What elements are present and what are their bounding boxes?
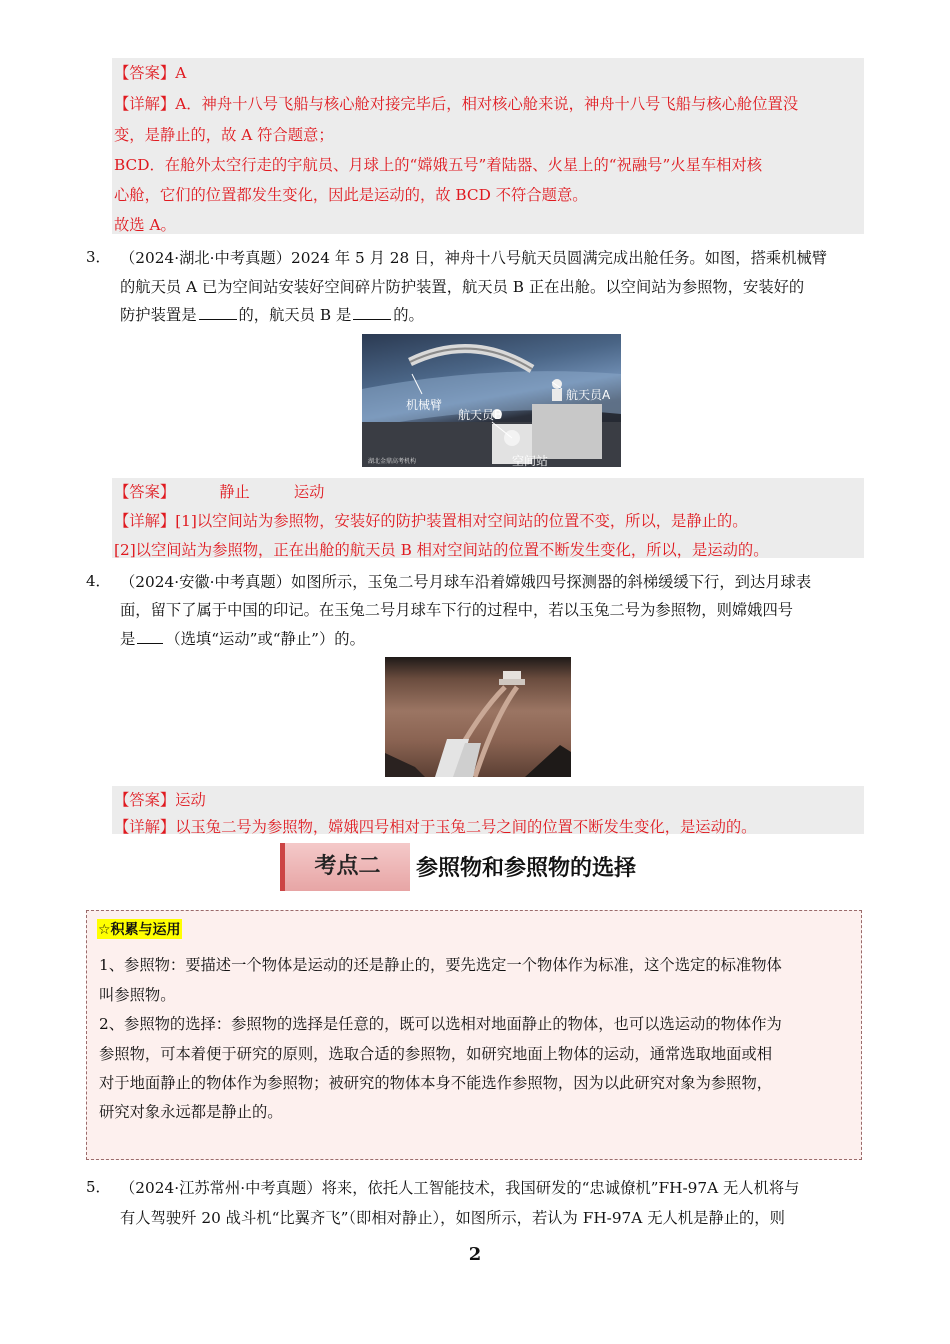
label-astronaut-a: 航天员A: [566, 388, 611, 402]
question-line: 有人驾驶歼 20 战斗机“比翼齐飞”（即相对静止），如图所示，若认为 FH-97A 无人机是静止的，则: [120, 1209, 785, 1227]
label-station: 空间站: [512, 454, 549, 467]
question-number: 3．: [86, 248, 111, 266]
knowledge-line: 对于地面静止的物体作为参照物；被研究的物体本身不能选作参照物，因为以此研究对象为参照物，: [99, 1074, 773, 1092]
question-line: 面，留下了属于中国的印记。在玉兔二号月球车下行的过程中，若以玉兔二号为参照物，则嫦娥四号: [120, 601, 794, 619]
answer-text: 【答案】A: [114, 64, 187, 82]
question-line: [120, 627, 365, 649]
section-tag: 考点二: [280, 843, 410, 891]
question-text: 的。: [393, 306, 424, 324]
question-line: [120, 303, 424, 325]
answer-box-q2: [112, 58, 864, 234]
lunar-surface-illustration: [385, 657, 571, 777]
section-heading: [280, 843, 684, 891]
detail-line: 【详解】A．神舟十八号飞船与核心舱对接完毕后，相对核心舱来说，神舟十八号飞船与核心舱位置没: [114, 95, 799, 113]
knowledge-badge: ☆积累与运用: [97, 919, 182, 939]
question-line: （2024·湖北·中考真题）2024 年 5 月 28 日，神舟十八号航天员圆满完成出舱任务。如图，搭乘机械臂: [120, 249, 828, 267]
question-number: 5．: [86, 1178, 111, 1196]
detail-line: BCD．在舱外太空行走的宇航员、月球上的“嫦娥五号”着陆器、火星上的“祝融号”火星车相对核: [114, 156, 763, 174]
answer-value: 运动: [293, 483, 325, 501]
detail-line: 心舱，它们的位置都发生变化，因此是运动的，故 BCD 不符合题意。: [114, 186, 588, 204]
detail-line: 【详解】[1]以空间站为参照物，安装好的防护装置相对空间站的位置不变，所以，是静止的。: [114, 512, 748, 530]
lunar-rover-photo: [385, 657, 571, 777]
knowledge-line: 1、参照物：要描述一个物体是运动的还是静止的，要先选定一个物体作为标准，这个选定的标准物体: [99, 956, 782, 974]
detail-line: 故选 A。: [114, 216, 176, 234]
answer-value: 静止: [219, 483, 250, 501]
label-astronaut-b: 航天员B: [458, 408, 503, 422]
question-text: 的，航天员 B 是: [238, 306, 352, 324]
question-number: 4．: [86, 572, 111, 590]
page-number: 2: [468, 1244, 482, 1265]
answer-text: 【答案】运动: [114, 791, 206, 809]
image-caption: 湖北金鼎高考机构: [368, 458, 417, 465]
detail-line: 变，是静止的，故 A 符合题意；: [114, 126, 334, 144]
question-text: （选填“运动”或“静止”）的。: [165, 630, 365, 648]
section-title: 参照物和参照物的选择: [416, 856, 637, 881]
answer-blank: [137, 642, 163, 644]
answer-line: [114, 480, 324, 502]
detail-line: [2]以空间站为参照物，正在出舱的航天员 B 相对空间站的位置不断发生变化，所以，是运动的。: [114, 541, 769, 559]
answer-blank: [199, 318, 237, 320]
question-text: 是: [120, 630, 136, 648]
label-arm: 机械臂: [406, 398, 443, 412]
knowledge-line: 叫参照物。: [99, 986, 176, 1004]
question-line: 的航天员 A 已为空间站安装好空间碎片防护装置，航天员 B 正在出舱。以空间站为参照物，安装好的: [120, 278, 805, 296]
knowledge-line: 研究对象永远都是静止的。: [99, 1103, 283, 1121]
knowledge-line: 参照物，可本着便于研究的原则，选取合适的参照物，如研究地面上物体的运动，通常选取地面或相: [99, 1045, 773, 1063]
question-line: （2024·江苏常州·中考真题）将来，依托人工智能技术，我国研发的“忠诚僚机”FH-97A 无人机将与: [120, 1179, 800, 1197]
space-station-photo: [362, 334, 621, 467]
knowledge-line: 2、参照物的选择：参照物的选择是任意的，既可以选相对地面静止的物体，也可以选运动的物体作为: [99, 1015, 782, 1033]
answer-label: 【答案】: [114, 483, 176, 501]
detail-line: 【详解】以玉兔二号为参照物，嫦娥四号相对于玉兔二号之间的位置不断发生变化，是运动的。: [114, 818, 757, 836]
answer-box-q4: [112, 786, 864, 834]
question-line: （2024·安徽·中考真题）如图所示，玉兔二号月球车沿着嫦娥四号探测器的斜梯缓缓下行，到达月球表: [120, 573, 812, 591]
answer-blank: [353, 318, 391, 320]
answer-box-q3: [112, 478, 864, 558]
knowledge-box: [86, 910, 862, 1160]
question-text: 防护装置是: [120, 306, 197, 324]
